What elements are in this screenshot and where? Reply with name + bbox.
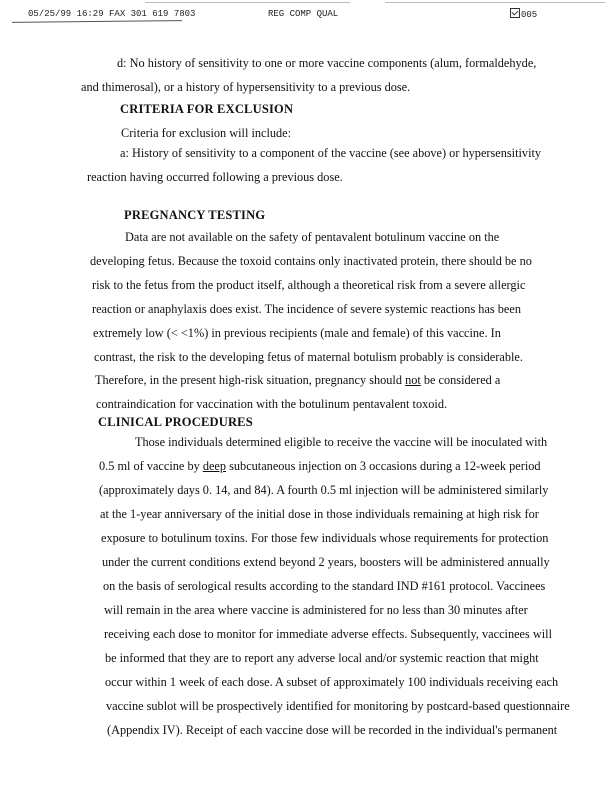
pregnancy-line: reaction or anaphylaxis does exist. The incidence of severe systemic reactions has been — [92, 302, 521, 316]
pregnancy-line: developing fetus. Because the toxoid contains only inactivated protein, there should be no — [90, 254, 532, 268]
clinical-heading: CLINICAL PROCEDURES — [98, 415, 253, 429]
clinical-line: at the 1-year anniversary of the initial dose in those individuals remaining at high risk for — [100, 507, 539, 521]
pregnancy-line: risk to the fetus from the product itself, although a theoretical risk from a severe allergic — [92, 278, 526, 292]
clinical-line-2-post: subcutaneous injection on 3 occasions during a 12-week period — [226, 459, 541, 473]
exclusion-item-a-line-2: reaction having occurred following a previous dose. — [87, 170, 343, 184]
fax-page-indicator — [510, 8, 537, 20]
clinical-line: will remain in the area where vaccine is administered for no less than 30 minutes after — [104, 603, 528, 617]
fax-page-number: 005 — [521, 10, 538, 20]
fax-top-rule — [145, 2, 295, 3]
pregnancy-heading: PREGNANCY TESTING — [124, 208, 266, 222]
clinical-line: (approximately days 0. 14, and 84). A fourth 0.5 ml injection will be administered similarly — [99, 483, 549, 497]
clinical-line-2-pre: 0.5 ml of vaccine by — [99, 459, 203, 473]
inclusion-d-line-2: and thimerosal), or a history of hypersensitivity to a previous dose. — [81, 80, 411, 94]
fax-header — [0, 0, 612, 30]
clinical-line-2-emphasis: deep — [202, 459, 227, 473]
exclusion-item-a-line-1: a: History of sensitivity to a component of the vaccine (see above) or hypersensitivity — [120, 146, 542, 160]
fax-header-underline — [12, 20, 182, 23]
pregnancy-line-7-post: be considered a — [420, 373, 501, 387]
fax-sender: REG COMP QUAL — [268, 9, 339, 19]
exclusion-intro: Criteria for exclusion will include: — [121, 126, 292, 140]
fax-page-icon — [510, 8, 520, 18]
clinical-line-deep — [99, 459, 541, 474]
clinical-line: Those individuals determined eligible to receive the vaccine will be inoculated with — [135, 435, 548, 449]
pregnancy-line-7-emphasis: not — [405, 373, 421, 387]
inclusion-d-line-1: d: No history of sensitivity to one or more vaccine components (alum, formaldehyde, — [117, 56, 537, 70]
pregnancy-line: extremely low (< <1%) in previous recipients (male and female) of this vaccine. In — [93, 326, 501, 340]
clinical-line: receiving each dose to monitor for immediate adverse effects. Subsequently, vaccinees will — [104, 627, 552, 641]
clinical-line: occur within 1 week of each dose. A subset of approximately 100 individuals receiving each — [105, 675, 559, 689]
pregnancy-line-therefore — [95, 373, 500, 388]
fax-date-time-number: 05/25/99 16:29 FAX 301 619 7803 — [28, 9, 196, 19]
clinical-line: on the basis of serological results according to the standard IND #161 protocol. Vaccinees — [103, 579, 546, 593]
pregnancy-line: contraindication for vaccination with the botulinum pentavalent toxoid. — [96, 397, 448, 411]
pregnancy-line-7-pre: Therefore, in the present high-risk situation, pregnancy should — [95, 373, 406, 387]
pregnancy-line: Data are not available on the safety of pentavalent botulinum vaccine on the — [125, 230, 500, 244]
clinical-line: (Appendix IV). Receipt of each vaccine dose will be recorded in the individual's permanent — [107, 723, 558, 737]
exclusion-heading: CRITERIA FOR EXCLUSION — [120, 102, 294, 116]
fax-top-rule — [385, 2, 605, 3]
clinical-line: vaccine sublot will be prospectively identified for monitoring by postcard-based questionnaire — [106, 699, 570, 713]
clinical-line: exposure to botulinum toxins. For those few individuals whose requirements for protection — [101, 531, 549, 545]
fax-top-rule — [290, 2, 350, 3]
pregnancy-line: contrast, the risk to the developing fetus of maternal botulism probably is considerable. — [94, 350, 523, 364]
clinical-line: under the current conditions extend beyond 2 years, boosters will be administered annually — [102, 555, 550, 569]
clinical-line: be informed that they are to report any adverse local and/or systemic reaction that might — [105, 651, 539, 665]
